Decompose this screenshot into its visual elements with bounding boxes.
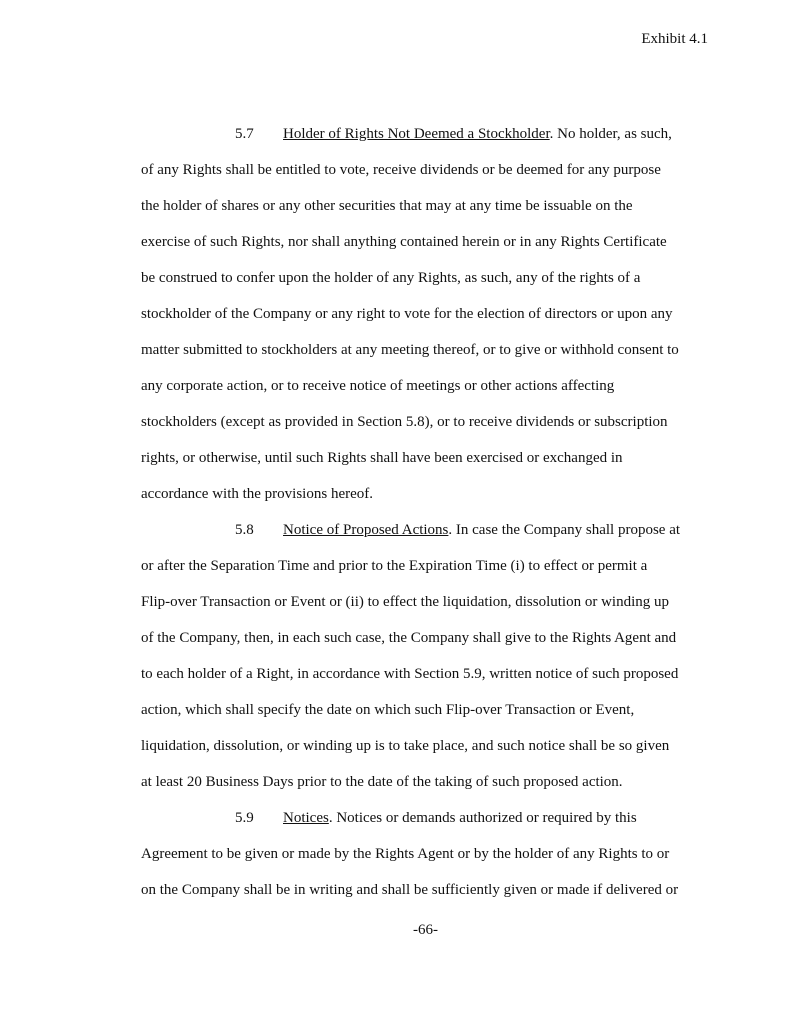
body-line: be construed to confer upon the holder of any Rights, as such, any of the rights of a (141, 270, 641, 286)
body-line: action, which shall specify the date on which such Flip-over Transaction or Event, (141, 702, 635, 718)
section-heading-line (141, 809, 637, 827)
section-heading-line (141, 521, 680, 539)
body-line: on the Company shall be in writing and shall be sufficiently given or made if delivered or (141, 882, 679, 898)
body-line: accordance with the provisions hereof. (141, 486, 373, 502)
body-line: of any Rights shall be entitled to vote, receive dividends or be deemed for any purpose (141, 162, 661, 178)
section-number: 5.9 (235, 810, 254, 826)
body-line: at least 20 Business Days prior to the date of the taking of such proposed action. (141, 774, 623, 790)
section-heading-line (141, 125, 672, 143)
body-line: Flip-over Transaction or Event or (ii) to effect the liquidation, dissolution or winding up (141, 594, 669, 610)
section-number: 5.7 (235, 126, 254, 142)
body-line: matter submitted to stockholders at any meeting thereof, or to give or withhold consent to (141, 342, 679, 358)
body-line: any corporate action, or to receive notice of meetings or other actions affecting (141, 378, 615, 394)
section-number: 5.8 (235, 522, 254, 538)
body-line: exercise of such Rights, nor shall anything contained herein or in any Rights Certificate (141, 234, 667, 250)
body-line: or after the Separation Time and prior to the Expiration Time (i) to effect or permit a (141, 558, 648, 574)
body-line: the holder of shares or any other securities that may at any time be issuable on the (141, 198, 633, 214)
body-line: liquidation, dissolution, or winding up is to take place, and such notice shall be so given (141, 738, 670, 754)
section-heading: Notice of Proposed Actions (283, 522, 449, 538)
body-line: stockholder of the Company or any right to vote for the election of directors or upon any (141, 306, 673, 322)
section-lead-text: . No holder, as such, (549, 126, 672, 142)
body-line: rights, or otherwise, until such Rights shall have been exercised or exchanged in (141, 450, 623, 466)
page-number: -66- (413, 922, 438, 938)
body-line: of the Company, then, in each such case, the Company shall give to the Rights Agent and (141, 630, 677, 646)
section-lead-text: . In case the Company shall propose at (448, 522, 681, 538)
body-line: stockholders (except as provided in Section 5.8), or to receive dividends or subscription (141, 414, 668, 430)
section-lead-text: . Notices or demands authorized or required by this (328, 810, 637, 826)
exhibit-label: Exhibit 4.1 (641, 31, 708, 47)
section-heading: Notices (283, 810, 329, 826)
section-heading: Holder of Rights Not Deemed a Stockholder (283, 126, 550, 142)
body-line: Agreement to be given or made by the Rights Agent or by the holder of any Rights to or (141, 846, 670, 862)
body-line: to each holder of a Right, in accordance with Section 5.9, written notice of such proposed (141, 666, 679, 682)
